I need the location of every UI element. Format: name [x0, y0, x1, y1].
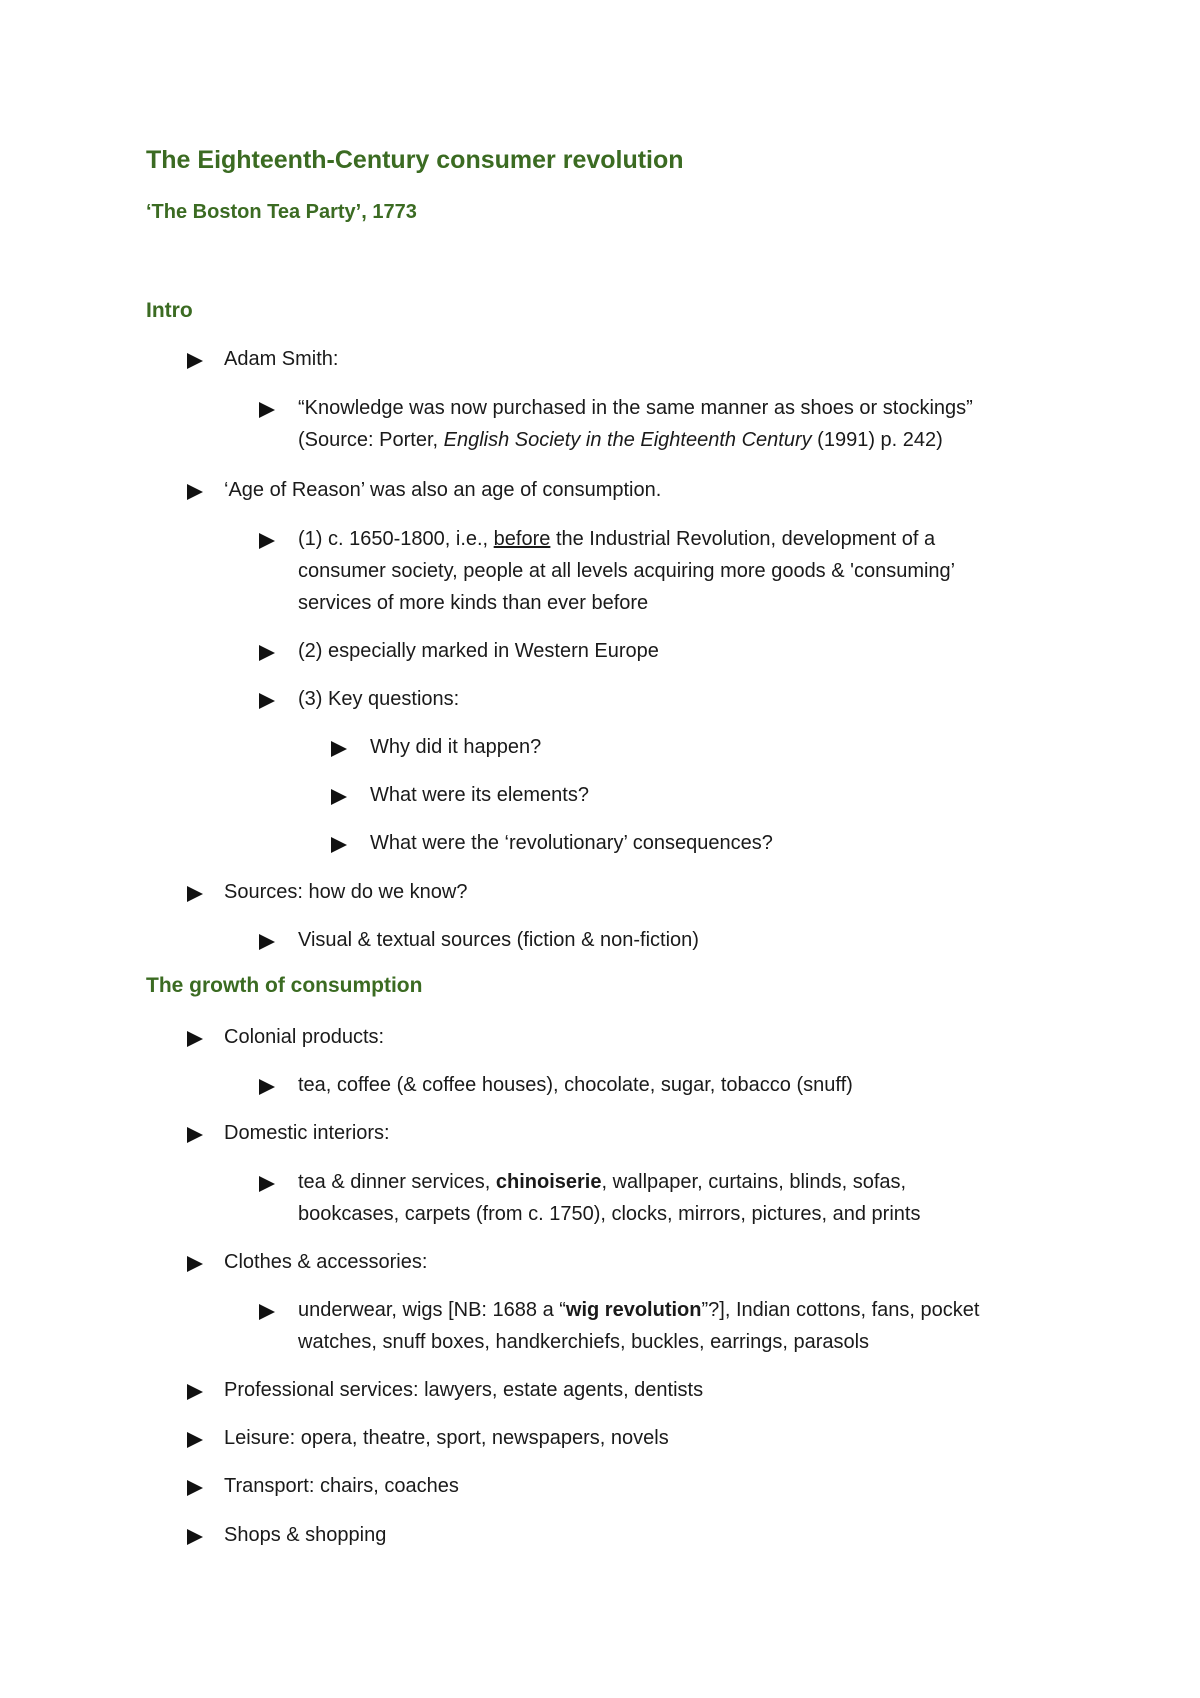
clothes-prefix: underwear, wigs [NB: 1688 a “ [298, 1299, 566, 1321]
list-item-text [298, 1294, 979, 1358]
list-item [186, 343, 338, 375]
list-item [258, 1294, 979, 1358]
triangle-bullet-icon [186, 1117, 212, 1144]
list-item-text: What were its elements? [370, 784, 589, 806]
clothes-line2: watches, snuff boxes, handkerchiefs, buckles, earrings, parasols [298, 1331, 870, 1353]
triangle-bullet-icon [186, 1422, 212, 1449]
domestic-bold: chinoiserie [495, 1171, 602, 1193]
triangle-bullet-icon [258, 924, 284, 951]
triangle-bullet-icon [258, 392, 284, 419]
triangle-bullet-icon [258, 683, 284, 710]
triangle-bullet-icon [258, 635, 284, 662]
quote-text: “Knowledge was now purchased in the same manner as shoes or stockings” [298, 397, 973, 419]
point1-line2: consumer society, people at all levels acquiring more goods & 'consuming’ [298, 560, 956, 582]
list-item [186, 1246, 427, 1278]
list-item-text [298, 392, 973, 456]
triangle-bullet-icon [186, 876, 212, 903]
list-item [186, 1519, 386, 1551]
list-item-text: Sources: how do we know? [224, 881, 468, 903]
list-item [330, 779, 589, 811]
point1-prefix: (1) c. 1650-1800, i.e., [298, 528, 494, 550]
point1-underlined: before [493, 528, 551, 550]
list-item-text: Leisure: opera, theatre, sport, newspapers, novels [224, 1427, 669, 1449]
source-suffix: (1991) p. 242) [811, 429, 943, 451]
list-item [186, 1470, 459, 1502]
list-item-text [298, 1166, 920, 1230]
list-item [258, 392, 973, 456]
triangle-bullet-icon [186, 1470, 212, 1497]
list-item-text: Clothes & accessories: [224, 1251, 428, 1273]
list-item [186, 876, 467, 908]
triangle-bullet-icon [258, 1166, 284, 1193]
list-item [258, 924, 699, 956]
domestic-prefix: tea & dinner services, [298, 1171, 496, 1193]
triangle-bullet-icon [330, 827, 356, 854]
triangle-bullet-icon [186, 1021, 212, 1048]
list-item [186, 474, 661, 506]
list-item-text: tea, coffee (& coffee houses), chocolate, sugar, tobacco (snuff) [298, 1074, 853, 1096]
list-item [258, 1166, 920, 1230]
triangle-bullet-icon [186, 474, 212, 501]
list-item-text: Transport: chairs, coaches [224, 1475, 459, 1497]
list-item [186, 1374, 703, 1406]
list-item [330, 827, 773, 859]
point1-suffix: the Industrial Revolution, development of a [550, 528, 936, 550]
list-item [258, 635, 659, 667]
list-item-text: Colonial products: [224, 1026, 385, 1048]
section-heading-growth: The growth of consumption [146, 974, 423, 997]
triangle-bullet-icon [258, 1294, 284, 1321]
triangle-bullet-icon [258, 1069, 284, 1096]
triangle-bullet-icon [186, 1519, 212, 1546]
list-item [258, 1069, 853, 1101]
source-prefix: (Source: Porter, [298, 429, 444, 451]
clothes-suffix: ”?], Indian cottons, fans, pocket [701, 1299, 980, 1321]
page-subtitle: ‘The Boston Tea Party’, 1773 [146, 201, 417, 223]
list-item-text: (3) Key questions: [298, 688, 460, 710]
list-item [258, 683, 459, 715]
list-item-text: What were the ‘revolutionary’ consequences? [370, 832, 773, 854]
list-item [186, 1021, 384, 1053]
domestic-line2: bookcases, carpets (from c. 1750), clocks, mirrors, pictures, and prints [298, 1203, 921, 1225]
list-item [258, 523, 955, 619]
list-item-text [298, 523, 955, 619]
domestic-suffix: , wallpaper, curtains, blinds, sofas, [601, 1171, 907, 1193]
section-heading-intro: Intro [146, 299, 193, 322]
list-item-text: (2) especially marked in Western Europe [298, 640, 659, 662]
list-item-text: ‘Age of Reason’ was also an age of consumption. [224, 479, 662, 501]
triangle-bullet-icon [186, 343, 212, 370]
triangle-bullet-icon [258, 523, 284, 550]
triangle-bullet-icon [330, 779, 356, 806]
point1-line3: services of more kinds than ever before [298, 592, 649, 614]
list-item-text: Visual & textual sources (fiction & non-fiction) [298, 929, 699, 951]
list-item-text: Why did it happen? [370, 736, 542, 758]
page-title: The Eighteenth-Century consumer revolution [146, 146, 684, 174]
list-item [186, 1117, 390, 1149]
triangle-bullet-icon [330, 731, 356, 758]
list-item [186, 1422, 669, 1454]
triangle-bullet-icon [186, 1374, 212, 1401]
source-title: English Society in the Eighteenth Century [443, 429, 812, 451]
clothes-bold: wig revolution [565, 1299, 702, 1321]
list-item-text: Professional services: lawyers, estate agents, dentists [224, 1379, 704, 1401]
list-item-text: Adam Smith: [224, 348, 339, 370]
triangle-bullet-icon [186, 1246, 212, 1273]
list-item [330, 731, 541, 763]
list-item-text: Domestic interiors: [224, 1122, 390, 1144]
list-item-text: Shops & shopping [224, 1524, 387, 1546]
